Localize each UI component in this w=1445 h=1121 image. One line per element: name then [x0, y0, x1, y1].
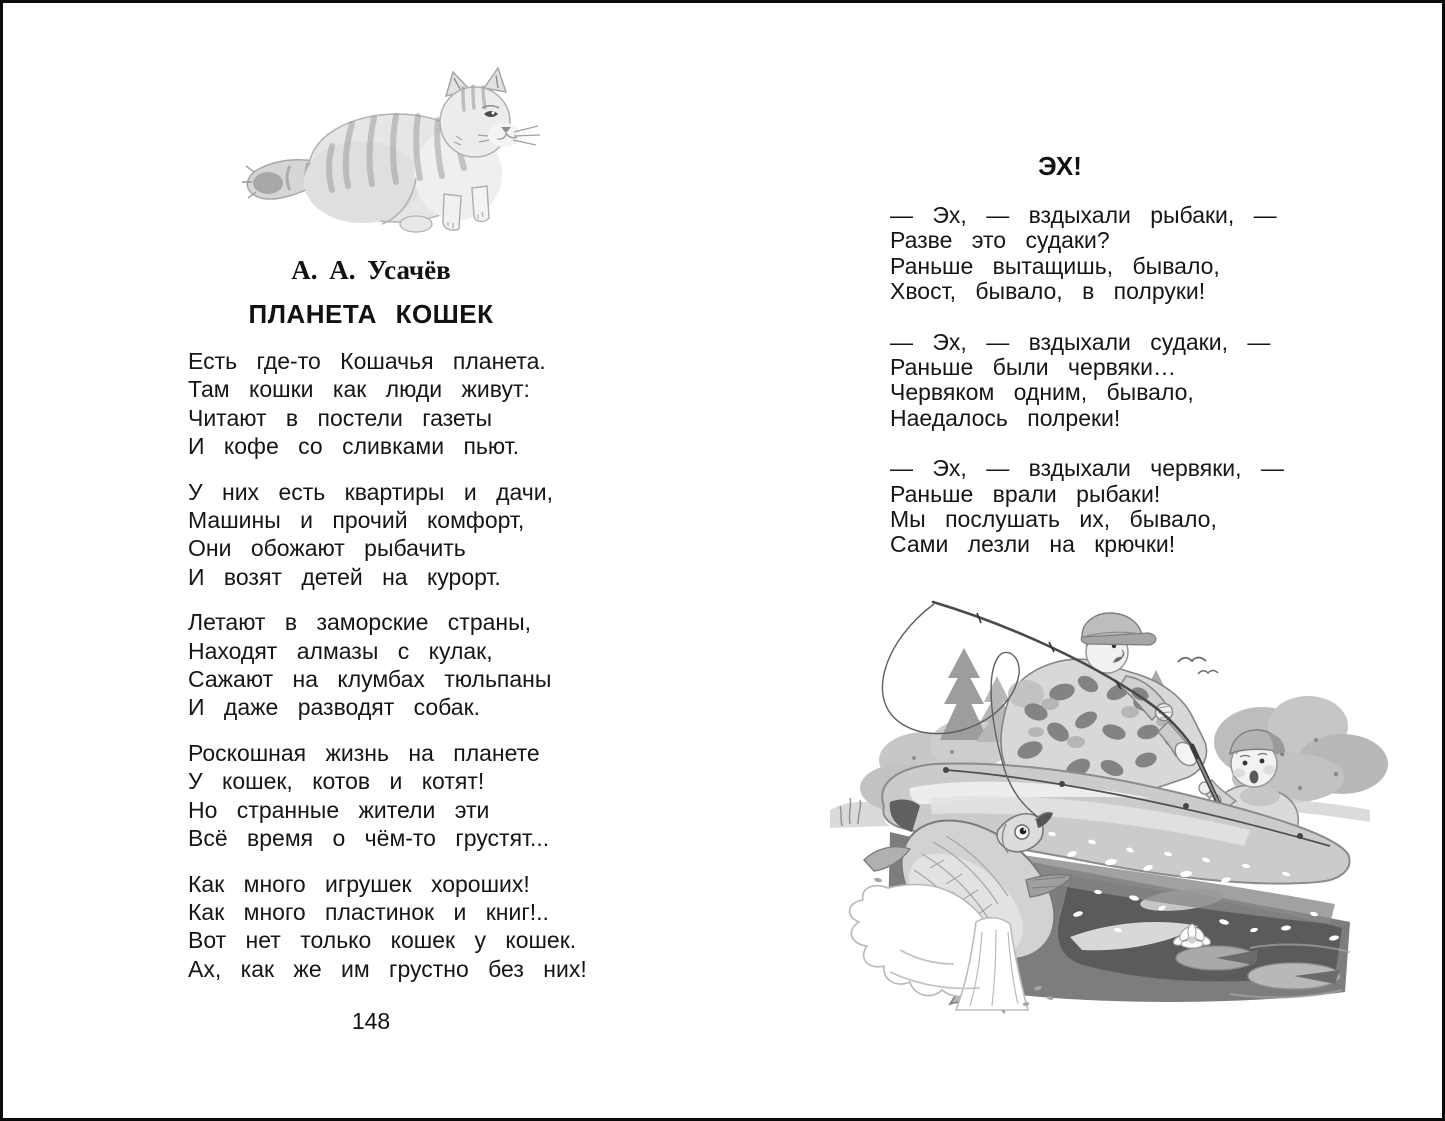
- poem-line: Червяком одним, бывало,: [890, 379, 1194, 406]
- poem-line: Ах, как же им грустно без них!: [188, 955, 587, 982]
- poem-line: Как много игрушек хороших!: [188, 870, 530, 897]
- poem-line: Мы послушать их, бывало,: [890, 506, 1217, 533]
- poem-line: И даже разводят собак.: [188, 694, 481, 721]
- poem-line: Но странные жители эти: [188, 796, 490, 823]
- stanza: [890, 456, 1290, 558]
- poem-title-left: ПЛАНЕТА КОШЕК: [248, 299, 494, 329]
- poem-line: И кофе со сливками пьют.: [188, 433, 520, 460]
- poem-line: Как много пластинок и книг!..: [188, 898, 549, 925]
- poem-line: Есть где-то Кошачья планета.: [188, 348, 546, 374]
- stanza: [188, 608, 588, 722]
- cat-head: [440, 68, 540, 157]
- stanza: [890, 203, 1290, 305]
- stanza: [188, 870, 588, 984]
- fishing-illustration: [830, 592, 1408, 1020]
- poem-line: Всё время о чём-то грустят...: [188, 825, 550, 852]
- poem-line: У кошек, котов и котят!: [188, 768, 485, 795]
- poem-line: У них есть квартиры и дачи,: [188, 478, 553, 505]
- poem-line: Сами лезли на крючки!: [890, 531, 1176, 558]
- poem-line: Летают в заморские страны,: [188, 609, 532, 636]
- poem-line: Разве это судаки?: [890, 227, 1110, 254]
- poem-line: — Эх, — вздыхали червяки, —: [890, 455, 1284, 482]
- poem-line: Раньше врали рыбаки!: [890, 480, 1161, 507]
- poem-line: Раньше были червяки…: [890, 354, 1176, 381]
- poem-line: Читают в постели газеты: [188, 404, 493, 431]
- poem-line: Раньше вытащишь, бывало,: [890, 252, 1220, 279]
- cat-illustration: [232, 66, 544, 242]
- poem-line: Они обожают рыбачить: [188, 535, 466, 562]
- poem-line: Вот нет только кошек у кошек.: [188, 927, 577, 954]
- poem-line: Машины и прочий комфорт,: [188, 507, 525, 534]
- poem-left: [188, 347, 588, 1000]
- poem-title-right: ЭХ!: [1038, 151, 1082, 181]
- poem-line: И возят детей на курорт.: [188, 563, 501, 590]
- stanza: [890, 330, 1290, 432]
- poem-line: Наедалось полреки!: [890, 404, 1121, 431]
- poem-line: Там кошки как люди живут:: [188, 376, 530, 403]
- poem-right: [890, 203, 1290, 583]
- poem-line: Хвост, бывало, в полруки!: [890, 278, 1206, 305]
- poem-line: — Эх, — вздыхали рыбаки, —: [890, 202, 1277, 228]
- page-number: 148: [351, 1008, 391, 1034]
- poem-line: Сажают на клумбах тюльпаны: [188, 666, 552, 693]
- poem-line: Роскошная жизнь на планете: [188, 739, 540, 766]
- birds-icon: [1178, 658, 1218, 675]
- poem-line: Находят алмазы с кулак,: [188, 637, 493, 664]
- stanza: [188, 347, 588, 461]
- author-name: А. А. Усачёв: [291, 255, 451, 285]
- poem-line: — Эх, — вздыхали судаки, —: [890, 328, 1271, 355]
- stanza: [188, 739, 588, 853]
- stanza: [188, 478, 588, 592]
